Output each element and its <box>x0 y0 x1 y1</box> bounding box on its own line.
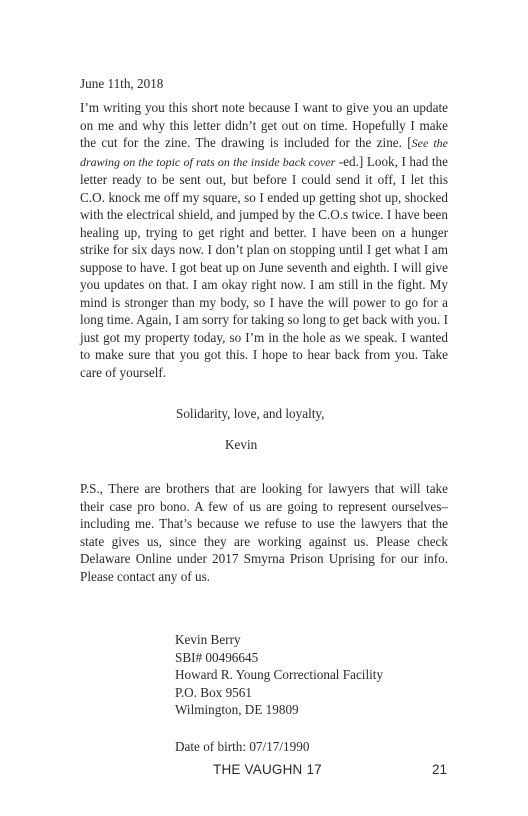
address-sbi: SBI# 00496645 <box>175 649 259 665</box>
letter-signature: Kevin <box>225 437 258 452</box>
address-po-box: P.O. Box 9561 <box>175 684 252 700</box>
address-city: Wilmington, DE 19809 <box>175 702 299 718</box>
mailing-address <box>175 631 448 719</box>
footer-page-number: 21 <box>432 762 448 777</box>
postscript: P.S., There are brothers that are looking for lawyers that will take their case pro bono. A few of us are going to represent ourselves–including me. That’s because we refuse to use the lawyers that the state gives us, since they are working against us. Please check Delaware Online under 2017 Smyrna Prison Uprising for our info. Please contact any of us. <box>80 481 448 584</box>
editor-note: See the drawing on the topic of rats on the inside back cover <box>80 136 449 169</box>
footer-journal-title: THE VAUGHN 17 <box>213 762 322 777</box>
letter-body-end: -ed.] Look, I had the letter ready to be sent out, but before I could send it off, I let this C.O. knock me off my square, so I ended up getting shot up, shocked with the electrical shield, and jumped by the C.O.s twice. I have been healing up, trying to get right and better. I have been on a hunger strike for six days now. I don’t plan on stopping until I get what I am suppose to have. I got beat up on June seventh and eighth. I will give you updates on that. I am okay right now. I am still in the fight. My mind is stronger than my body, so I have the will power to go for a long time. Again, I am sorry for taking so long to get back with you. I just got my property today, so I’m in the hole as we speak. I wanted to make sure that you got this. I hope to hear back from you. Take care of yourself. <box>80 153 448 380</box>
letter-page <box>80 75 448 755</box>
date-of-birth: Date of birth: 07/17/1990 <box>175 738 310 754</box>
letter-body-start: I’m writing you this short note because I want to give you an update on me and why this letter didn’t get out on time. Hopefully I make the cut for the zine. The drawing is included for the zine. [ <box>80 100 448 150</box>
address-name: Kevin Berry <box>175 632 241 647</box>
letter-body <box>80 99 448 381</box>
address-facility: Howard R. Young Correctional Facility <box>175 667 384 683</box>
letter-closing: Solidarity, love, and loyalty, <box>176 406 325 421</box>
letter-date: June 11th, 2018 <box>80 76 164 91</box>
